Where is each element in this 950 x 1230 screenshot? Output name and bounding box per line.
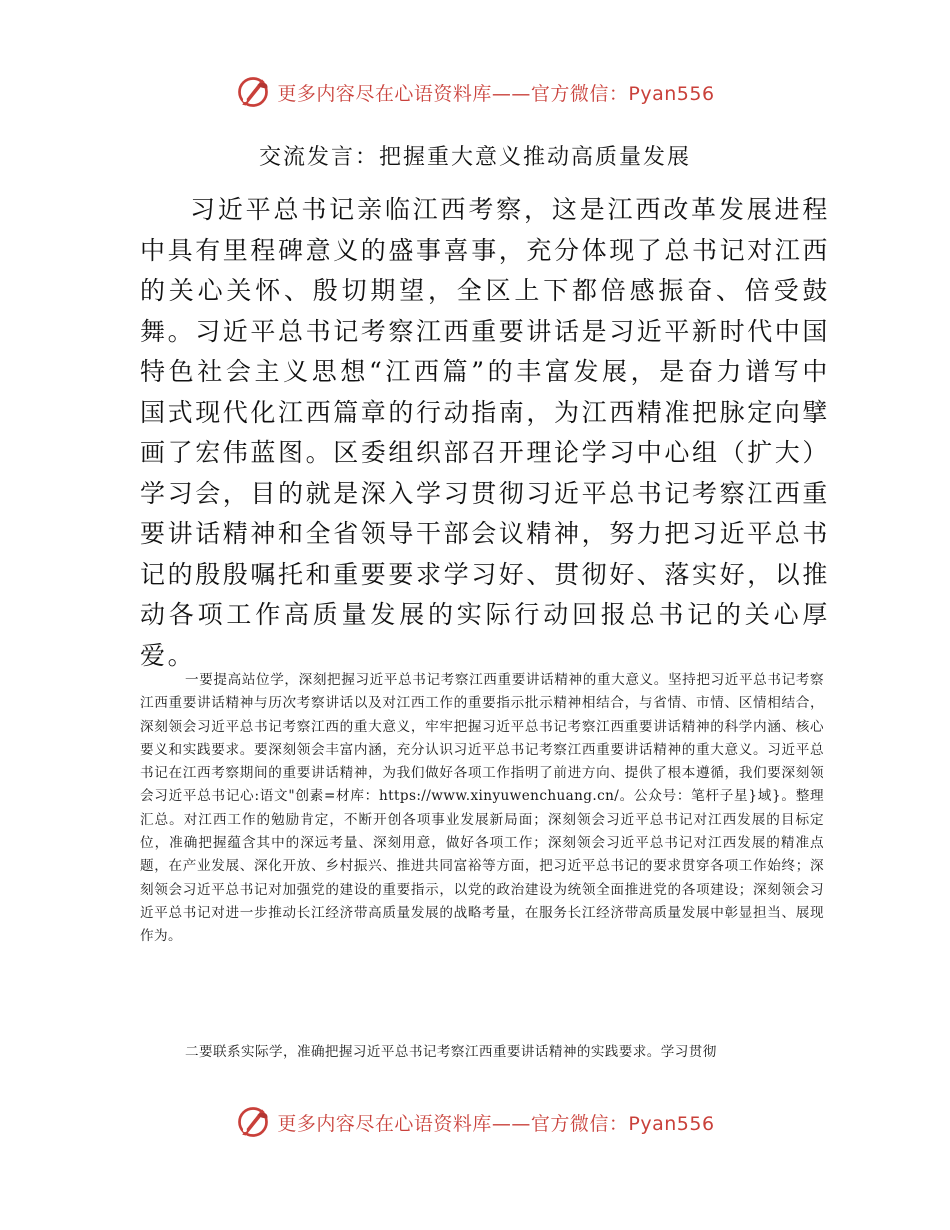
quill-pen-icon: [235, 1104, 271, 1140]
document-title: 交流发言：把握重大意义推动高质量发展: [258, 145, 691, 170]
header-banner-text: 更多内容尽在心语资料库——官方微信：Pyan556: [277, 82, 715, 105]
intro-paragraph: 习近平总书记亲临江西考察，这是江西改革发展进程中具有里程碑意义的盛事喜事，充分体现了总书记对江西的关心关怀、殷切期望，全区上下都倍感振奋、倍受鼓舞。习近平总书记考察江西重要讲话是习近平新时代中国特色社会主义思想“江西篇”的丰富发展，是奋力谱写中国式现代化江西篇章的行动指南，为江西精准把脉定向擘画了宏伟蓝图。区委组织部召开理论学习中心组（扩大）学习会，目的就是深入学习贯彻习近平总书记考察江西重要讲话精神和全省领导干部会议精神，努力把习近平总书记的殷殷嘱托和重要要求学习好、贯彻好、落实好，以推动各项工作高质量发展的实际行动回报总书记的关心厚爱。: [140, 195, 831, 670]
header-banner: [0, 70, 950, 114]
footer-banner: [0, 1100, 950, 1144]
quill-pen-icon: [235, 74, 271, 110]
body-paragraph-2: 二要联系实际学，准确把握习近平总书记考察江西重要讲话精神的实践要求。学习贯彻: [185, 1044, 717, 1060]
body-paragraph-1: 一要提高站位学，深刻把握习近平总书记考察江西重要讲话精神的重大意义。坚持把习近平总书记考察江西重要讲话精神与历次考察讲话以及对江西工作的重要指示批示精神相结合，与省情、市情、区情相结合，深刻领会习近平总书记考察江西的重大意义，牢牢把握习近平总书记考察江西重要讲话精神的科学内涵、核心要义和实践要求。要深刻领会丰富内涵，充分认识习近平总书记考察江西重要讲话精神的重大意义。习近平总书记在江西考察期间的重要讲话精神，为我们做好各项工作指明了前进方向、提供了根本遵循，我们要深刻领会习近平总书记心:语文"创素=材库：https://www.xinyuwenchuang.cn/。公众号：笔杆子星}域}。整理汇总。对江西工作的勉励肯定，不断开创各项事业发展新局面；深刻领会习近平总书记对江西发展的目标定位，准确把握蕴含其中的深远考量、深刻用意，做好各项工作；深刻领会习近平总书记对江西发展的精准点题，在产业发展、深化开放、乡村振兴、推进共同富裕等方面，把习近平总书记的要求贯穿各项工作始终；深刻领会习近平总书记对加强党的建设的重要指示，以党的政治建设为统领全面推进党的各项建设；深刻领会习近平总书记对进一步推动长江经济带高质量发展的战略考量，在服务长江经济带高质量发展中彰显担当、展现作为。: [140, 672, 824, 945]
footer-banner-text: 更多内容尽在心语资料库——官方微信：Pyan556: [277, 1112, 715, 1135]
